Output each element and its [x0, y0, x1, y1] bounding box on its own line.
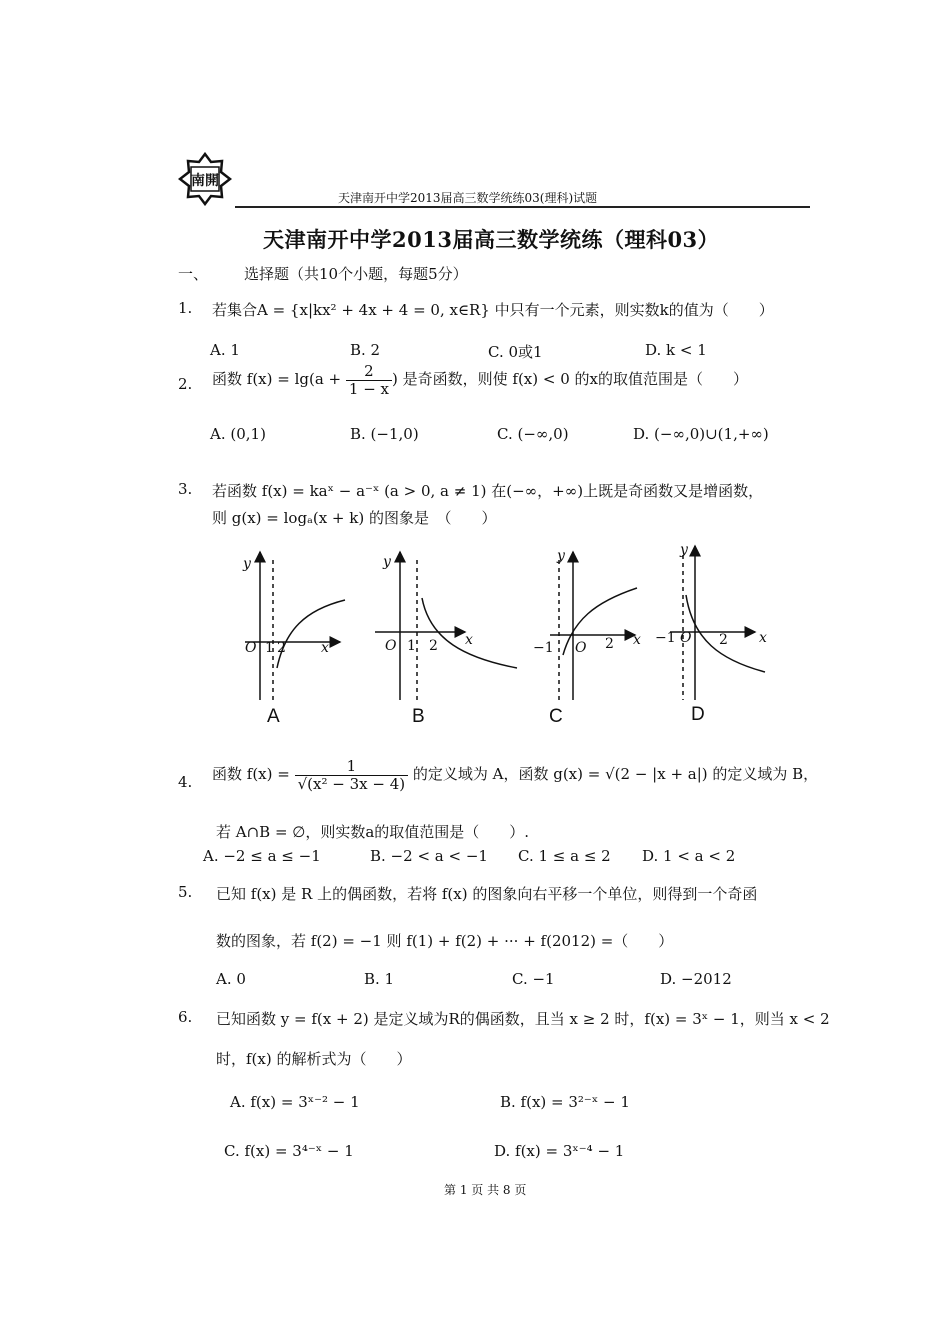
running-title: 天津南开中学2013届高三数学统练03(理科)试题	[338, 191, 598, 205]
q6-line2: 时，f(x) 的解析式为（ ）	[216, 1050, 412, 1068]
graph-b-origin: O	[385, 638, 397, 654]
header-rule	[235, 206, 810, 208]
graph-d-origin: O	[680, 630, 692, 646]
q6-option-d: D. f(x) = 3ˣ⁻⁴ − 1	[494, 1142, 625, 1160]
page-number: 第 1 页 共 8 页	[444, 1183, 527, 1197]
q6-option-c: C. f(x) = 3⁴⁻ˣ − 1	[224, 1142, 354, 1160]
graph-a-curve	[277, 600, 345, 668]
q6-option-a: A. f(x) = 3ˣ⁻² − 1	[230, 1093, 360, 1111]
graph-d-x-label: x	[759, 630, 767, 646]
q5-option-b: B. 1	[364, 970, 395, 988]
q5-option-c: C. −1	[512, 970, 555, 988]
q1-option-b: B. 2	[350, 341, 381, 359]
graph-a-y-label: y	[243, 556, 251, 572]
q1-text: 若集合A = {x|kx² + 4x + 4 = 0, x∈R} 中只有一个元素，则实数k的值为（ ）	[212, 301, 774, 319]
q6-line1: 已知函数 y = f(x + 2) 是定义域为R的偶函数，且当 x ≥ 2 时，f(x) = 3ˣ − 1，则当 x < 2	[216, 1010, 830, 1028]
q4-frac-num: 1	[295, 758, 409, 776]
q4-number: 4.	[178, 773, 193, 791]
q3-line2: 则 g(x) = logₐ(x + k) 的图象是 （ ）	[212, 509, 497, 527]
q4-option-c: C. 1 ≤ a ≤ 2	[518, 847, 611, 865]
logo-text: 南開	[191, 173, 219, 189]
q2-text-post: ) 是奇函数，则使 f(x) < 0 的x的取值范围是（ ）	[392, 370, 748, 388]
q3-line1: 若函数 f(x) = kaˣ − a⁻ˣ (a > 0, a ≠ 1) 在(−∞，+∞)上既是奇函数又是增函数，	[212, 482, 764, 500]
graph-d-y-label: y	[680, 542, 688, 558]
q4-text	[212, 758, 818, 792]
graph-a-x-label: x	[321, 640, 329, 656]
q4-line2: 若 A∩B = ∅，则实数a的取值范围是（ ）.	[216, 823, 530, 841]
q2-text-pre: 函数 f(x) = lg(a +	[212, 370, 346, 388]
graph-a-origin: O	[245, 640, 257, 656]
graph-c-origin: O	[575, 640, 587, 656]
q4-fraction	[295, 758, 409, 792]
q6-option-b: B. f(x) = 3²⁻ˣ − 1	[500, 1093, 630, 1111]
graph-d-tick-neg1: −1	[655, 630, 676, 646]
graph-c	[550, 552, 637, 700]
q2-number: 2.	[178, 375, 193, 393]
q2-frac-num: 2	[346, 363, 392, 381]
q2-option-b: B. (−1,0)	[350, 425, 419, 443]
q2-option-a: A. (0,1)	[210, 425, 266, 443]
graph-a	[245, 552, 345, 700]
graph-c-label: C	[549, 706, 563, 727]
q1-option-a: A. 1	[210, 341, 240, 359]
exam-title: 天津南开中学2013届高三数学统练（理科03）	[263, 227, 720, 252]
q4-option-d: D. 1 < a < 2	[642, 847, 736, 865]
graph-d	[670, 546, 765, 700]
section-number: 一、	[178, 265, 209, 283]
q2-fraction	[346, 363, 392, 397]
q5-option-a: A. 0	[216, 970, 246, 988]
graph-d-tick-2: 2	[719, 632, 728, 648]
graph-c-tick-neg1: −1	[533, 640, 554, 656]
q3-number: 3.	[178, 480, 193, 498]
q5-line2: 数的图象，若 f(2) = −1 则 f(1) + f(2) + ··· + f(2012) =（ ）	[216, 932, 674, 950]
q1-number: 1.	[178, 299, 193, 317]
section-title: 选择题（共10个小题，每题5分）	[244, 265, 468, 283]
graph-b-tick-2: 2	[429, 638, 438, 654]
graph-c-x-label: x	[633, 632, 641, 648]
graph-d-label: D	[691, 704, 705, 725]
graph-a-tick-2: 2	[277, 640, 286, 656]
q6-number: 6.	[178, 1008, 193, 1026]
school-logo	[178, 152, 232, 206]
graph-b-label: B	[412, 706, 425, 727]
q5-option-d: D. −2012	[660, 970, 732, 988]
graph-b	[375, 552, 517, 700]
q5-line1: 已知 f(x) 是 R 上的偶函数，若将 f(x) 的图象向右平移一个单位，则得到一个奇函	[216, 885, 758, 903]
graph-a-tick-1: 1	[265, 640, 274, 656]
q2-frac-den: 1 − x	[348, 379, 389, 398]
graph-c-y-label: y	[557, 548, 565, 564]
graph-b-tick-1: 1	[407, 638, 416, 654]
q4-text-pre: 函数 f(x) =	[212, 765, 295, 783]
graph-a-label: A	[267, 706, 280, 727]
q3-graphs	[225, 540, 805, 730]
q2-text	[212, 363, 748, 397]
q2-option-c: C. (−∞,0)	[497, 425, 569, 443]
q2-option-d: D. (−∞,0)∪(1,+∞)	[633, 425, 769, 443]
q4-option-a: A. −2 ≤ a ≤ −1	[203, 847, 321, 865]
graph-b-y-label: y	[383, 554, 391, 570]
graph-b-x-label: x	[465, 632, 473, 648]
q1-option-c: C. 0或1	[488, 343, 543, 361]
graph-c-tick-2: 2	[605, 636, 614, 652]
q1-option-d: D. k < 1	[645, 341, 707, 359]
q4-option-b: B. −2 < a < −1	[370, 847, 488, 865]
q5-number: 5.	[178, 883, 193, 901]
q4-text-post: 的定义域为 A，函数 g(x) = √(2 − |x + a|) 的定义域为 B，	[408, 765, 819, 783]
q4-frac-den: √(x² − 3x − 4)	[297, 774, 406, 793]
